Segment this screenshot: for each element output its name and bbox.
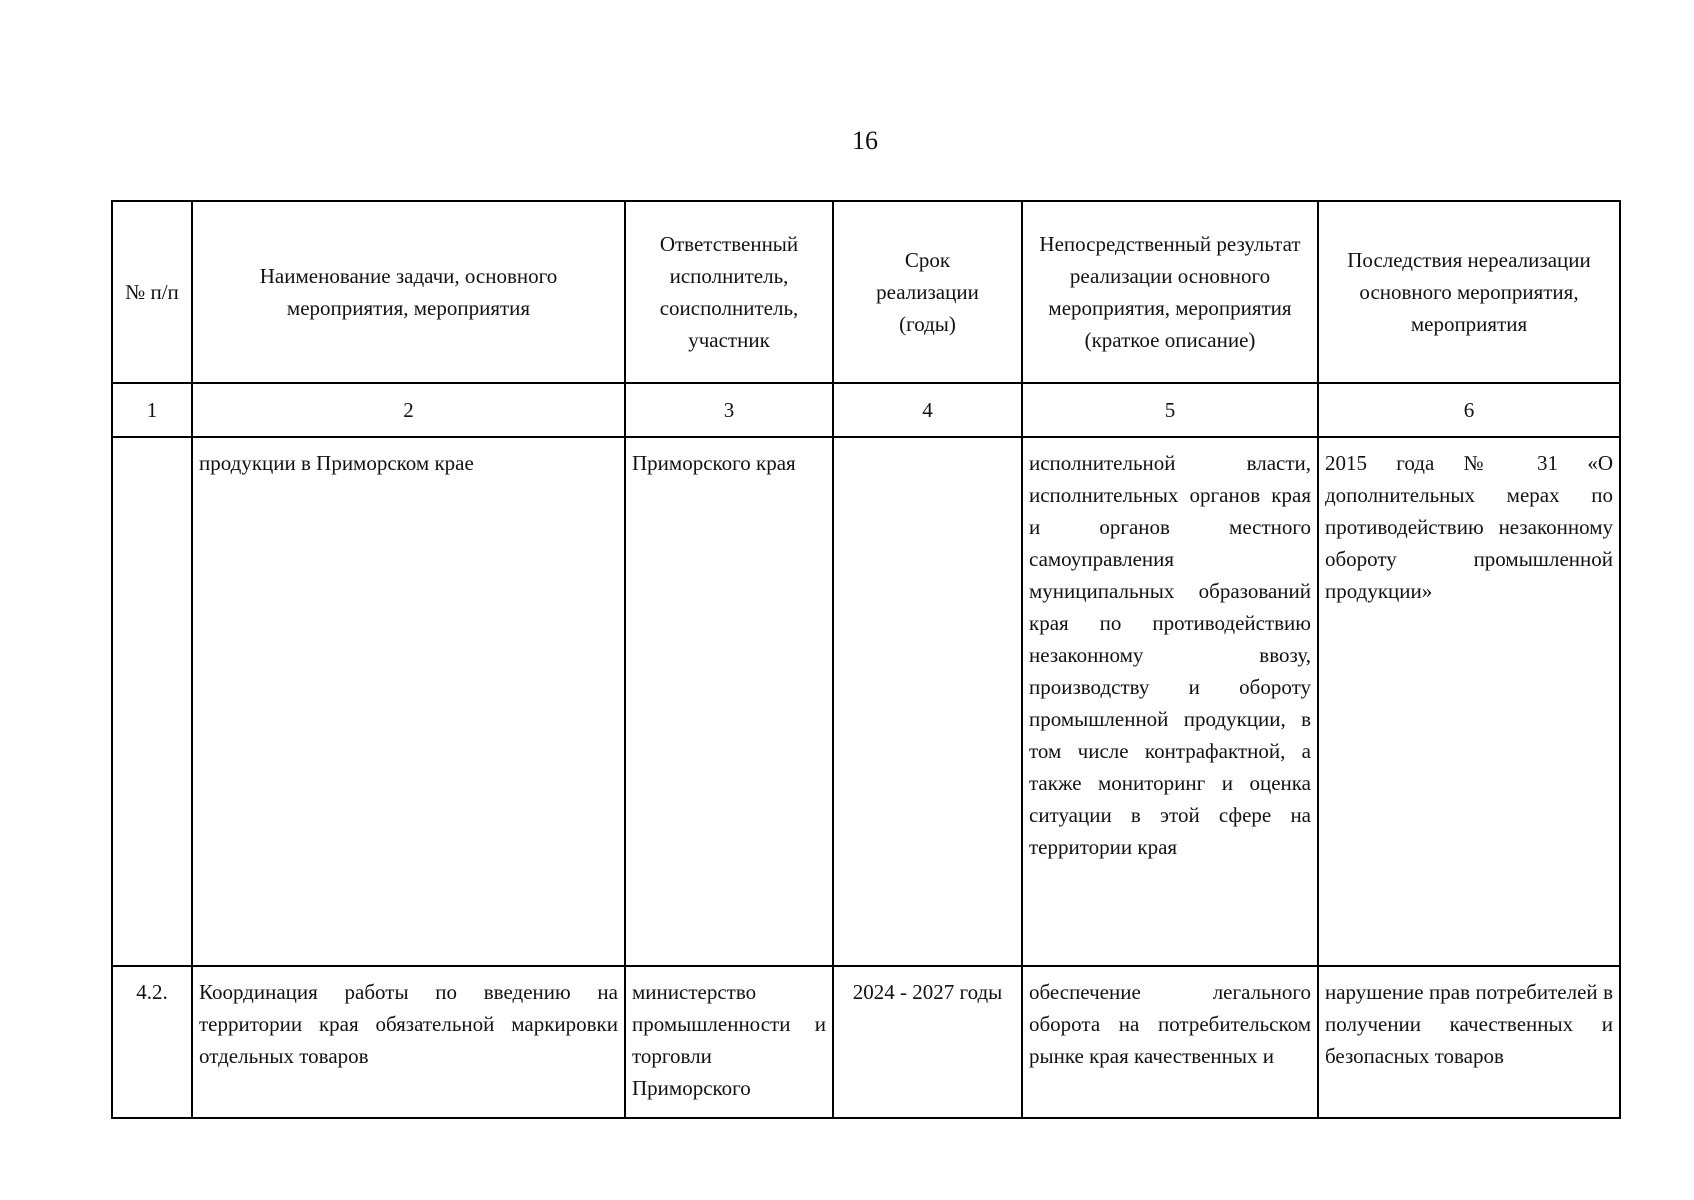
row-task-name: продукции в Приморском крае xyxy=(192,437,625,966)
row-period xyxy=(833,437,1022,966)
column-number: 6 xyxy=(1318,383,1620,437)
column-number: 2 xyxy=(192,383,625,437)
row-executor: министерство промышленности и торговли Приморского xyxy=(625,966,833,1118)
column-number: 5 xyxy=(1022,383,1318,437)
table-header-row xyxy=(112,201,1620,383)
header-result: Непосредственный результат реализации основного мероприятия, мероприятия (краткое описание) xyxy=(1022,201,1318,383)
row-number xyxy=(112,437,192,966)
row-executor: Приморского края xyxy=(625,437,833,966)
row-period: 2024 - 2027 годы xyxy=(833,966,1022,1118)
measures-table xyxy=(111,200,1621,1119)
row-task-name: Координация работы по введению на территории края обязательной маркировки отдельных товаров xyxy=(192,966,625,1118)
row-result: обеспечение легального оборота на потребительском рынке края качественных и xyxy=(1022,966,1318,1118)
header-consequences: Последствия нереализации основного мероприятия, мероприятия xyxy=(1318,201,1620,383)
column-number: 1 xyxy=(112,383,192,437)
row-consequences: нарушение прав потребителей в получении качественных и безопасных товаров xyxy=(1318,966,1620,1118)
column-number-row xyxy=(112,383,1620,437)
header-number: № п/п xyxy=(112,201,192,383)
row-number: 4.2. xyxy=(112,966,192,1118)
header-executor: Ответственный исполнитель, соисполнитель, участник xyxy=(625,201,833,383)
row-result: исполнительной власти, исполнительных органов края и органов местного самоуправления муниципальных образований края по противодействию незаконному ввозу, производству и обороту промышленной продукции, в том числе контрафактной, а также мониторинг и оценка ситуации в этой сфере на территории края xyxy=(1022,437,1318,966)
header-period: Срок реализации (годы) xyxy=(833,201,1022,383)
table-row xyxy=(112,966,1620,1118)
header-task-name: Наименование задачи, основного мероприятия, мероприятия xyxy=(192,201,625,383)
column-number: 3 xyxy=(625,383,833,437)
page-number: 16 xyxy=(852,126,878,155)
column-number: 4 xyxy=(833,383,1022,437)
row-consequences: 2015 года № 31 «О дополнительных мерах по противодействию незаконному обороту промышленной продукции» xyxy=(1318,437,1620,966)
table-row xyxy=(112,437,1620,966)
